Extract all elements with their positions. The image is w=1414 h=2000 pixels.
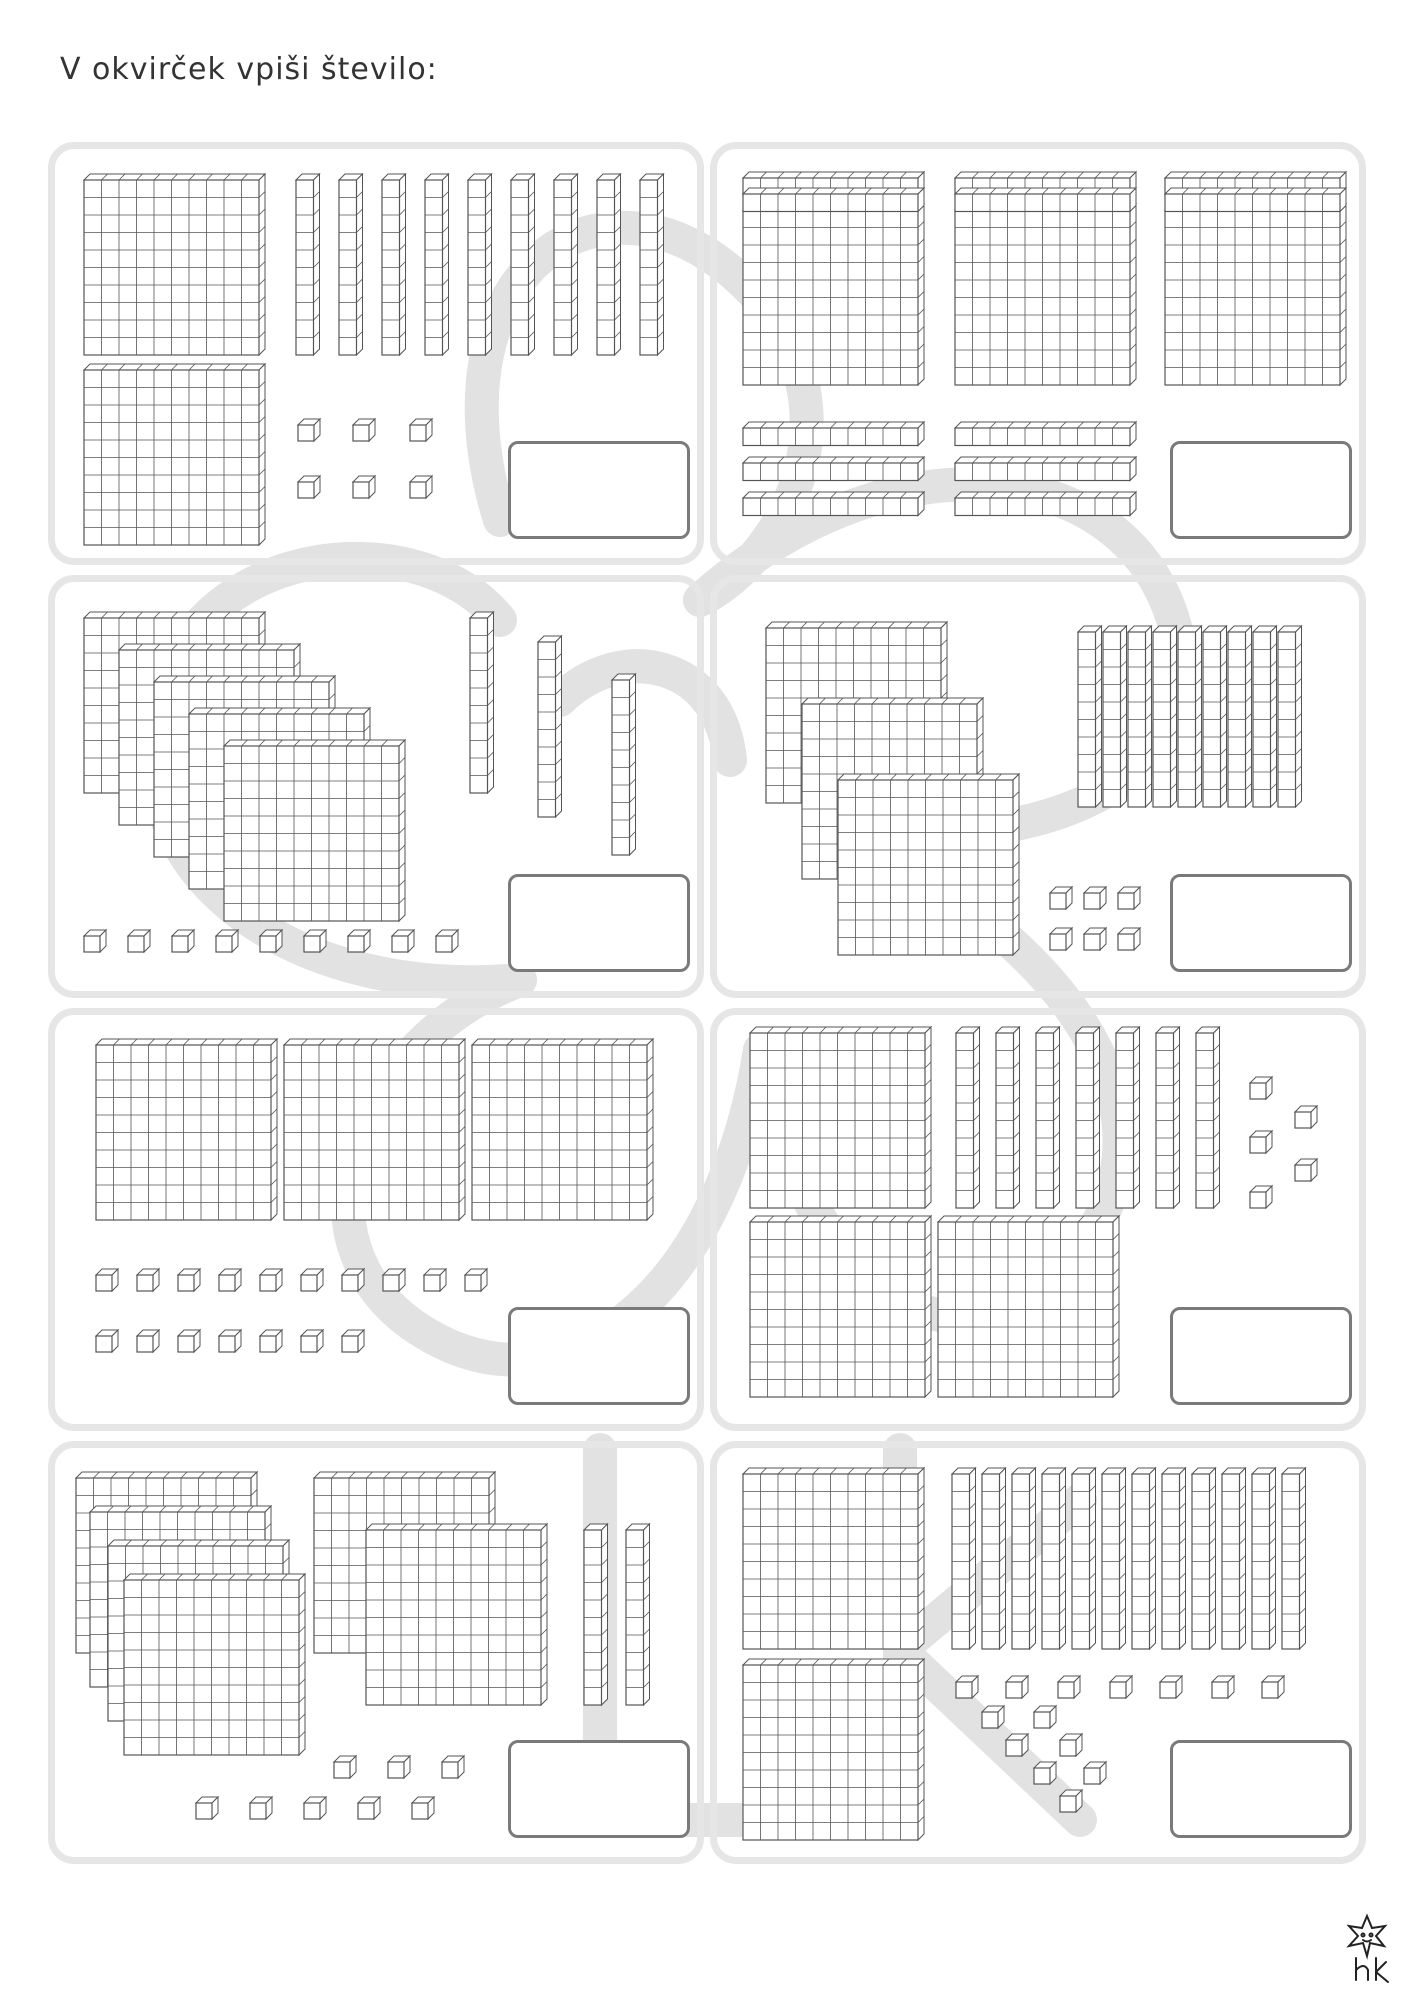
answer-box-8[interactable] [1170,1740,1352,1838]
instruction-title: V okvirček vpiši število: [60,52,438,87]
answer-box-6[interactable] [1170,1307,1352,1405]
answer-box-3[interactable] [508,874,690,972]
answer-box-1[interactable] [508,441,690,539]
answer-box-7[interactable] [508,1740,690,1838]
answer-box-2[interactable] [1170,441,1352,539]
answer-box-5[interactable] [508,1307,690,1405]
answer-box-4[interactable] [1170,874,1352,972]
star-flower-logo-icon [1338,1912,1396,1986]
